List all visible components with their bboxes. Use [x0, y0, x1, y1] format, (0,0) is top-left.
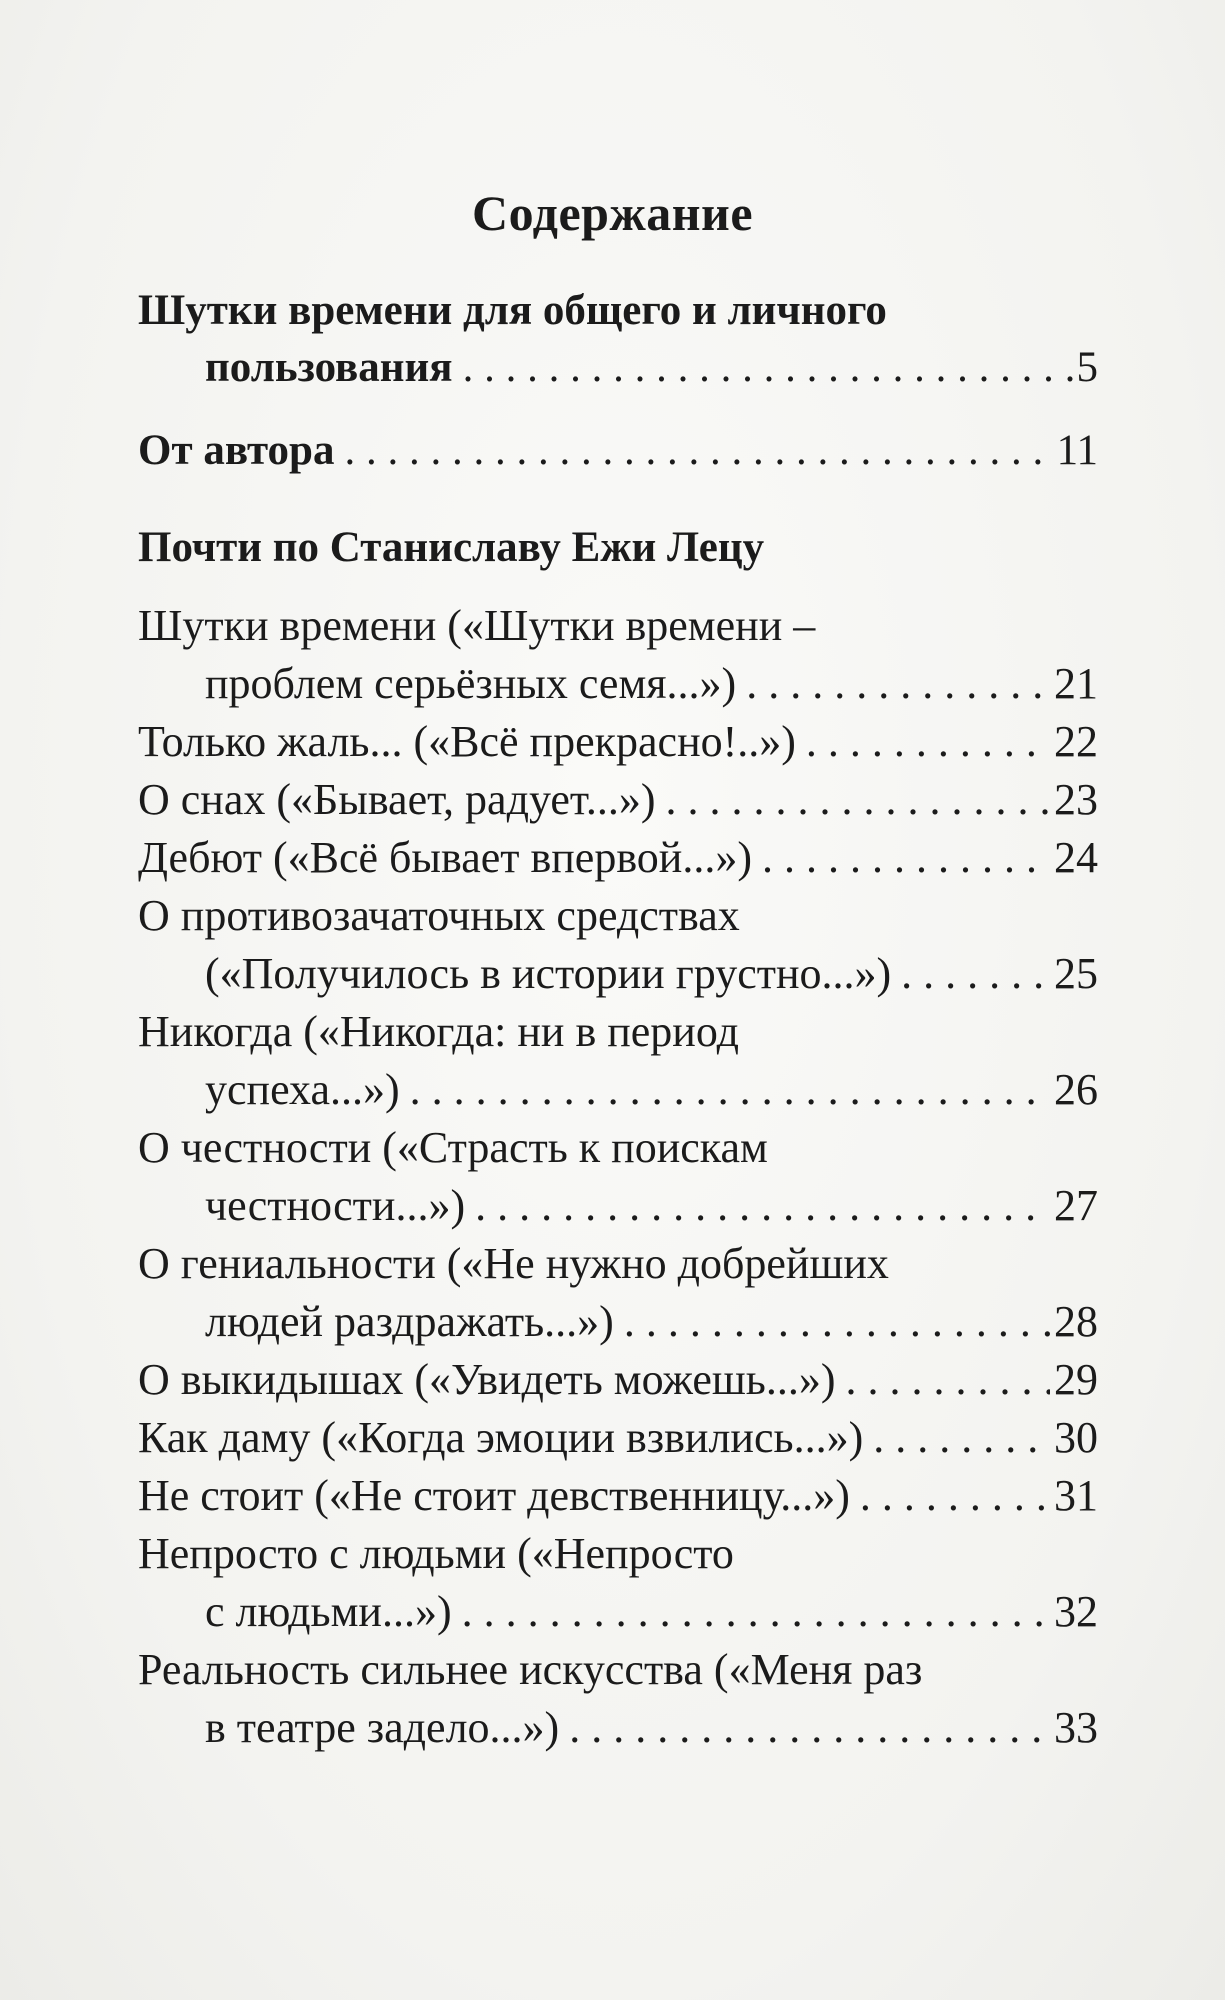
toc-entry-title: От автора — [138, 427, 335, 474]
toc-entry-line — [138, 1120, 1098, 1176]
toc-entry-line — [205, 946, 1098, 1002]
toc-entry-line — [138, 1352, 1098, 1408]
toc-entry-title: О снах («Бывает, радует...») — [138, 775, 656, 824]
toc-entry-title: Шутки времени для общего и личного — [138, 287, 887, 334]
toc-entry-title: Шутки времени («Шутки времени – — [138, 601, 816, 650]
toc-entry-line — [138, 830, 1098, 886]
leader-dots — [845, 1352, 1050, 1408]
toc-entry-line — [138, 1236, 1098, 1292]
leader-dots — [806, 714, 1050, 770]
toc-page-number: 30 — [1054, 1413, 1098, 1462]
toc-entry-line — [205, 656, 1098, 712]
toc-entry-line — [205, 1700, 1098, 1756]
toc-entry-line — [138, 283, 1098, 339]
toc-entry-line — [138, 1410, 1098, 1466]
toc-page-number: 21 — [1054, 659, 1098, 708]
toc-entry-title-cont: честности...») — [205, 1181, 466, 1230]
toc-page-number: 26 — [1054, 1065, 1098, 1114]
toc-entry-title-cont: в театре задело...») — [205, 1703, 560, 1752]
toc-page-number: 32 — [1054, 1587, 1098, 1636]
toc-entry-title: Дебют («Всё бывает впервой...») — [138, 833, 753, 882]
leader-dots — [569, 1700, 1050, 1756]
leader-dots — [665, 772, 1050, 828]
toc-entry-title-cont: людей раздражать...») — [205, 1297, 614, 1346]
toc-entry-line — [205, 1294, 1098, 1350]
leader-dots — [860, 1468, 1050, 1524]
toc-page-number: 29 — [1054, 1355, 1098, 1404]
toc-page-number: 22 — [1054, 717, 1098, 766]
toc-section-heading — [138, 520, 1098, 576]
toc-entry-title: О выкидышах («Увидеть можешь...») — [138, 1355, 836, 1404]
toc-page-number: 33 — [1054, 1703, 1098, 1752]
toc-entry-line — [138, 1004, 1098, 1060]
toc-entry-title: Непросто с людьми («Непросто — [138, 1529, 734, 1578]
toc-entry-line — [205, 1178, 1098, 1234]
toc-entry-title: Никогда («Никогда: ни в период — [138, 1007, 739, 1056]
leader-dots — [463, 340, 1073, 396]
toc-entry-title: О гениальности («Не нужно добрейших — [138, 1239, 889, 1288]
toc-page-number: 31 — [1054, 1471, 1098, 1520]
toc-entry-title: О противозачаточных средствах — [138, 891, 740, 940]
leader-dots — [344, 423, 1052, 479]
toc-entry-title: Не стоит («Не стоит девственницу...») — [138, 1471, 850, 1520]
leader-dots — [475, 1178, 1050, 1234]
toc-entry-line — [138, 598, 1098, 654]
toc-entry-line — [138, 1468, 1098, 1524]
toc-page-number: 28 — [1054, 1297, 1098, 1346]
leader-dots — [901, 946, 1050, 1002]
toc-entry-title-cont: успеха...») — [205, 1065, 400, 1114]
leader-dots — [746, 656, 1050, 712]
page-title: Содержание — [471, 185, 754, 241]
toc-page-number: 25 — [1054, 949, 1098, 998]
leader-dots — [624, 1294, 1050, 1350]
leader-dots — [762, 830, 1050, 886]
toc-entry-line — [205, 340, 1098, 396]
toc-entry-title-cont: проблем серьёзных семя...») — [205, 659, 737, 708]
toc-entry-title: Как даму («Когда эмоции взвились...») — [138, 1413, 864, 1462]
toc-page-number: 11 — [1056, 427, 1098, 474]
toc-section-title: Почти по Станиславу Ежи Лецу — [138, 524, 765, 571]
toc-page-number: 5 — [1076, 344, 1098, 391]
toc-entry-line — [138, 423, 1098, 479]
leader-dots — [410, 1062, 1050, 1118]
toc-entry-title-cont: с людьми...») — [205, 1587, 452, 1636]
toc-entry-line — [138, 1526, 1098, 1582]
toc-page-number: 23 — [1054, 775, 1098, 824]
toc-entry-line — [205, 1584, 1098, 1640]
toc-entry-line — [205, 1062, 1098, 1118]
toc-entry-title-cont: пользования — [205, 344, 453, 391]
leader-dots — [873, 1410, 1050, 1466]
toc-entry-title-cont: («Получилось в истории грустно...») — [205, 949, 892, 998]
toc-entry-title: Реальность сильнее искусства («Меня раз — [138, 1645, 923, 1694]
toc-entry-line — [138, 772, 1098, 828]
toc-entry-line — [138, 1642, 1098, 1698]
toc-entry-title: Только жаль... («Всё прекрасно!..») — [138, 717, 796, 766]
toc-page-number: 24 — [1054, 833, 1098, 882]
toc-page-number: 27 — [1054, 1181, 1098, 1230]
toc-entry-line — [138, 888, 1098, 944]
leader-dots — [462, 1584, 1050, 1640]
toc-entry-line — [138, 714, 1098, 770]
toc-entry-title: О честности («Страсть к поискам — [138, 1123, 768, 1172]
